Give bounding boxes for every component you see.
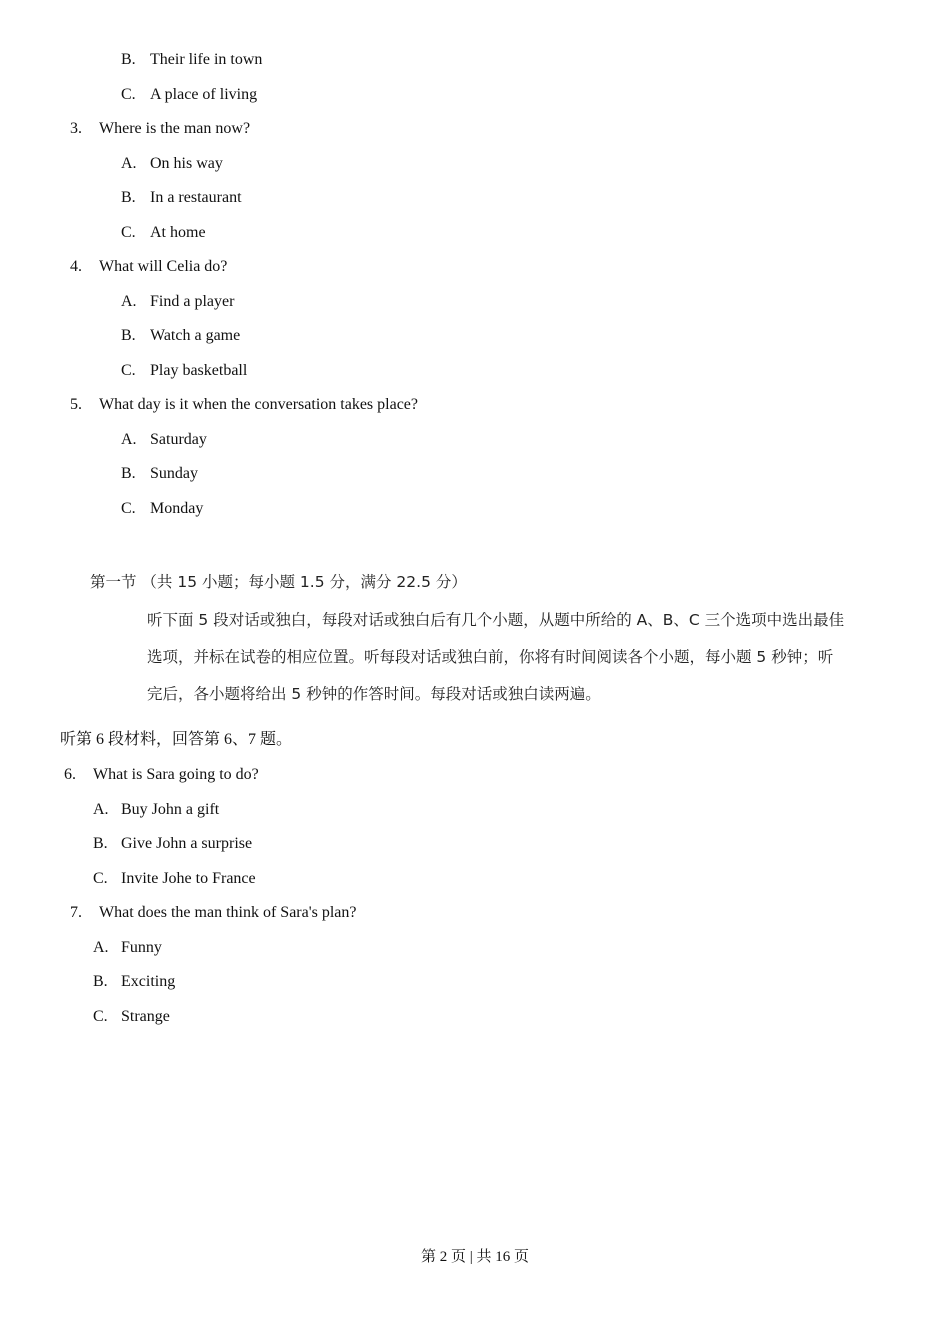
option-letter: A.: [93, 801, 109, 818]
section-heading: 第一节 （共 15 小题；每小题 1.5 分，满分 22.5 分）: [90, 573, 467, 591]
option-q2-c: [121, 85, 258, 105]
option-letter: B.: [93, 973, 108, 990]
question-number: 4.: [70, 258, 82, 275]
option-q7-b: [93, 972, 176, 992]
option-letter: A.: [121, 155, 137, 172]
question-number: 7.: [70, 904, 82, 921]
option-q5-a: [121, 430, 207, 450]
option-q6-b: [93, 834, 253, 854]
option-text: Exciting: [121, 973, 176, 990]
option-text: Their life in town: [150, 51, 263, 68]
question-text: What does the man think of Sara's plan?: [99, 904, 357, 921]
option-letter: C.: [121, 362, 136, 379]
option-text: Give John a surprise: [121, 835, 253, 852]
question-number: 6.: [64, 766, 76, 783]
section-instructions-line: 听下面 5 段对话或独白，每段对话或独白后有几个小题，从题中所给的 A、B、C 三个选项中选出最佳: [147, 611, 845, 629]
option-text: Funny: [121, 939, 162, 956]
option-text: Buy John a gift: [121, 801, 220, 818]
question-5: [70, 395, 418, 415]
option-letter: B.: [93, 835, 108, 852]
option-q5-c: [121, 499, 204, 519]
option-q6-a: [93, 800, 220, 820]
option-text: Watch a game: [150, 327, 241, 344]
question-text: What day is it when the conversation takes place?: [99, 396, 418, 413]
option-q7-c: [93, 1007, 170, 1027]
option-q5-b: [121, 464, 198, 484]
option-letter: C.: [93, 1008, 108, 1025]
page-footer: 第 2 页 | 共 16 页: [420, 1249, 529, 1265]
option-text: Monday: [150, 500, 204, 517]
option-text: Invite Johe to France: [121, 870, 256, 887]
question-6: [64, 765, 259, 785]
option-q6-c: [93, 869, 256, 889]
question-number: 5.: [70, 396, 82, 413]
option-text: Saturday: [150, 431, 207, 448]
question-number: 3.: [70, 120, 82, 137]
question-text: What is Sara going to do?: [93, 766, 259, 783]
question-7: [70, 903, 357, 923]
material-6-instruction: 听第 6 段材料，回答第 6、7 题。: [60, 731, 293, 748]
option-text: Play basketball: [150, 362, 248, 379]
option-q3-b: [121, 188, 242, 208]
option-text: In a restaurant: [150, 189, 242, 206]
option-q2-b: [121, 50, 263, 70]
option-letter: C.: [93, 870, 108, 887]
option-text: At home: [150, 224, 206, 241]
option-letter: C.: [121, 224, 136, 241]
question-3: [70, 119, 251, 139]
option-letter: C.: [121, 86, 136, 103]
option-letter: B.: [121, 327, 136, 344]
question-4: [70, 257, 228, 277]
option-text: Strange: [121, 1008, 170, 1025]
option-text: Sunday: [150, 465, 198, 482]
option-q4-a: [121, 292, 235, 312]
question-text: What will Celia do?: [99, 258, 228, 275]
option-letter: C.: [121, 500, 136, 517]
option-text: On his way: [150, 155, 223, 172]
option-q4-b: [121, 326, 241, 346]
option-letter: A.: [121, 293, 137, 310]
option-letter: A.: [121, 431, 137, 448]
option-q7-a: [93, 938, 162, 958]
option-letter: A.: [93, 939, 109, 956]
option-q3-a: [121, 154, 223, 174]
option-text: Find a player: [150, 293, 235, 310]
question-text: Where is the man now?: [99, 120, 251, 137]
option-text: A place of living: [150, 86, 258, 103]
section-instructions-line: 选项，并标在试卷的相应位置。听每段对话或独白前，你将有时间阅读各个小题，每小题 5 秒钟；听: [147, 648, 834, 666]
option-letter: B.: [121, 189, 136, 206]
option-q4-c: [121, 361, 248, 381]
option-q3-c: [121, 223, 206, 243]
option-letter: B.: [121, 465, 136, 482]
section-instructions-line: 完后，各小题将给出 5 秒钟的作答时间。每段对话或独白读两遍。: [147, 685, 601, 703]
option-letter: B.: [121, 51, 136, 68]
